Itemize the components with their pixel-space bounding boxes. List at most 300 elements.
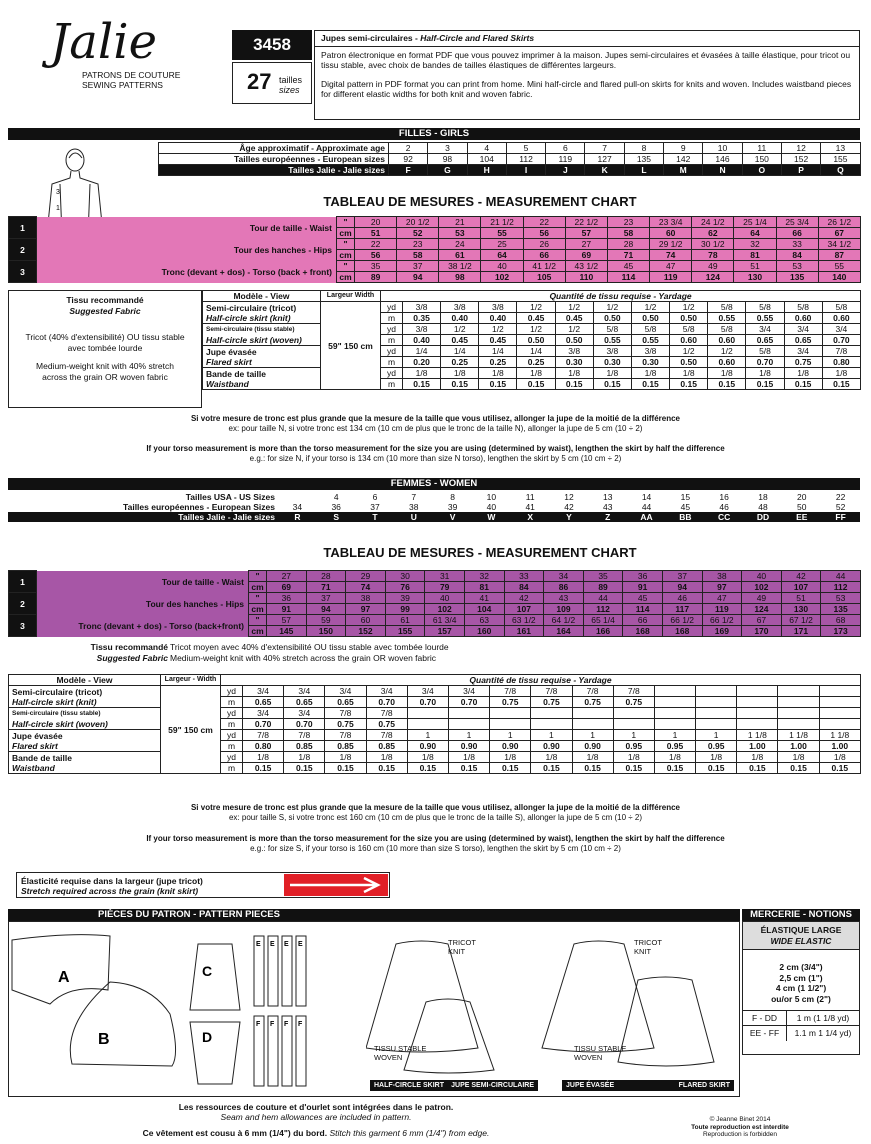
- cell: 0.75: [572, 697, 613, 708]
- girls-bar: FILLES - GIRLS: [8, 128, 860, 140]
- cell: 69: [267, 582, 307, 593]
- cell: Y: [566, 512, 572, 522]
- cell: 3/4: [407, 686, 448, 697]
- women-note-en1: If your torso measurement is more than the torso measurement for the size you are using (determined by waist), lengthen the skirt by half the difference: [146, 834, 725, 843]
- cell: 0.60: [708, 357, 746, 368]
- cell: 0.50: [631, 313, 669, 324]
- svg-text:E: E: [298, 941, 303, 948]
- footer-l1: Les ressources de couture et d'ourlet sont intégrées dans le patron.: [178, 1102, 454, 1112]
- cell: R: [294, 512, 301, 522]
- cell: 61 3/4: [425, 615, 465, 626]
- cap3: JUPE ÉVASÉE: [566, 1082, 615, 1089]
- cell: 28: [607, 239, 649, 250]
- unit: m: [381, 357, 403, 368]
- cell: 1/8: [778, 752, 819, 763]
- cell: 6: [372, 492, 378, 502]
- cell: 1/2: [555, 324, 593, 335]
- cell: 104: [464, 604, 504, 615]
- cell: 3/4: [243, 708, 284, 719]
- size-label: Tailles Jalie - Jalie sizes: [178, 512, 275, 522]
- cell: 23: [607, 217, 649, 228]
- cell: 38: [409, 502, 419, 512]
- view-en: Waistband: [12, 762, 55, 773]
- cell: 0.50: [593, 313, 631, 324]
- cell: 44: [821, 571, 861, 582]
- pattern-number: 3458: [232, 30, 312, 60]
- cell: 27: [267, 571, 307, 582]
- cell: 0.75: [366, 719, 407, 730]
- cell: [531, 708, 572, 719]
- copy2: Toute reproduction est interdite: [691, 1123, 789, 1131]
- cell: 0.65: [243, 697, 284, 708]
- cell: 0.70: [448, 697, 489, 708]
- cell: 46: [662, 593, 702, 604]
- logo-line1: PATRONS DE COUTURE: [82, 70, 181, 80]
- cell: 42: [781, 571, 821, 582]
- size-label: Tailles USA - US Sizes: [185, 492, 275, 502]
- cell: 3/8: [593, 346, 631, 357]
- cell: 3/8: [479, 302, 517, 313]
- title-fr: Jupes semi-circulaires -: [321, 33, 421, 43]
- cell: 127: [585, 154, 624, 165]
- cell: 56: [355, 250, 397, 261]
- cell: 5/8: [708, 302, 746, 313]
- cell: [696, 708, 737, 719]
- cell: 39: [385, 593, 425, 604]
- row-number: 3: [9, 261, 37, 283]
- sizes-count: 27: [247, 69, 272, 94]
- cell: L: [624, 165, 663, 176]
- cell: 0.75: [613, 697, 654, 708]
- cell: 53: [776, 261, 818, 272]
- cell: 0.15: [778, 763, 819, 774]
- cell: 6: [546, 143, 585, 154]
- view-en: Flared skirt: [12, 740, 58, 751]
- cell: 34: [544, 571, 584, 582]
- cell: 86: [544, 582, 584, 593]
- cell: 89: [583, 582, 623, 593]
- view-fr: Bande de taille: [12, 752, 72, 763]
- view-label: [203, 324, 321, 346]
- fabric-title-fr: Tissu recommandé: [66, 295, 144, 305]
- w-fabric-title-en: Suggested Fabric: [96, 653, 168, 663]
- row-number: 2: [9, 593, 37, 615]
- cell: 67: [818, 228, 860, 239]
- women-size-table: [8, 492, 860, 522]
- cell: 1/8: [448, 752, 489, 763]
- cell: 45: [623, 593, 663, 604]
- women-yardage-table: [8, 674, 861, 774]
- cell: 114: [623, 604, 663, 615]
- cell: 0.80: [243, 741, 284, 752]
- women-note-en2: e.g.: for size S, if your torso is 160 cm (10 more than size S torso), lengthen the skirt by 5 cm (10 cm ÷ 2): [250, 844, 621, 853]
- cell: 26 1/2: [818, 217, 860, 228]
- cell: 0.15: [441, 379, 479, 390]
- cell: 0.95: [696, 741, 737, 752]
- cell: 7/8: [284, 730, 325, 741]
- cell: 0.25: [517, 357, 555, 368]
- cell: 59: [306, 615, 346, 626]
- cell: 112: [506, 154, 545, 165]
- notions-box: [742, 921, 860, 1055]
- fabric-title-en: Suggested Fabric: [69, 305, 141, 316]
- view-en: Waistband: [206, 378, 249, 389]
- cell: 40: [425, 593, 465, 604]
- cell: 71: [306, 582, 346, 593]
- cell: 3/4: [366, 686, 407, 697]
- cell: 34: [292, 502, 303, 512]
- notions-title-fr: ÉLASTIQUE LARGE: [760, 925, 842, 935]
- cell: 1/8: [531, 752, 572, 763]
- cell: 24 1/2: [692, 217, 734, 228]
- girls-note-fr2: ex: pour taille N, si votre tronc est 134 cm (10 cm de plus que le tronc de la taille N), allonger la jupe de 5 cm (10 ÷ 2): [228, 424, 643, 433]
- cell: 155: [385, 626, 425, 637]
- pattern-pieces-drawing: [10, 924, 340, 1094]
- cell: 112: [821, 582, 861, 593]
- cell: [819, 708, 860, 719]
- cell: 87: [818, 250, 860, 261]
- view-en: Half-circle skirt (woven): [206, 334, 302, 345]
- cell: 117: [662, 604, 702, 615]
- cell: 40: [481, 261, 523, 272]
- cell: 0.30: [593, 357, 631, 368]
- cell: 94: [306, 604, 346, 615]
- cell: 7/8: [822, 346, 860, 357]
- cell: 58: [397, 250, 439, 261]
- w-fabric-fr: Tricot moyen avec 40% d'extensibilité OU tissu stable avec tombée lourde: [170, 642, 449, 652]
- cell: [278, 492, 317, 502]
- cell: 18: [758, 492, 768, 502]
- cell: 109: [544, 604, 584, 615]
- cell: 1/2: [708, 346, 746, 357]
- cell: 1 1/8: [819, 730, 860, 741]
- cell: DD: [756, 512, 770, 522]
- cell: 32: [464, 571, 504, 582]
- unit: m: [221, 741, 243, 752]
- cell: [490, 708, 531, 719]
- cell: 1/2: [441, 324, 479, 335]
- cell: 42: [564, 502, 574, 512]
- unit: cm: [249, 582, 267, 593]
- cell: [572, 719, 613, 730]
- cell: 7/8: [366, 730, 407, 741]
- cell: 58: [607, 228, 649, 239]
- cell: 1/8: [284, 752, 325, 763]
- cell: 81: [464, 582, 504, 593]
- cell: 91: [623, 582, 663, 593]
- cell: [654, 686, 695, 697]
- cell: 157: [425, 626, 465, 637]
- cell: 42: [504, 593, 544, 604]
- cell: 166: [583, 626, 623, 637]
- cell: 0.35: [403, 313, 441, 324]
- unit: yd: [221, 730, 243, 741]
- cell: 45: [680, 502, 691, 512]
- cell: 0.30: [555, 357, 593, 368]
- cell: 31: [425, 571, 465, 582]
- cell: 57: [565, 228, 607, 239]
- unit: yd: [381, 324, 403, 335]
- cell: 76: [385, 582, 425, 593]
- cell: [531, 719, 572, 730]
- svg-text:E: E: [270, 941, 275, 948]
- n-r2a: EE - FF: [743, 1026, 787, 1041]
- cell: 0.15: [407, 763, 448, 774]
- cell: 152: [346, 626, 386, 637]
- cell: 0.15: [708, 379, 746, 390]
- cell: 43: [603, 502, 613, 512]
- cell: 1/8: [784, 368, 822, 379]
- view-label: [9, 686, 161, 708]
- cell: 1/8: [441, 368, 479, 379]
- cell: 0.75: [490, 697, 531, 708]
- cell: 0.45: [555, 313, 593, 324]
- cell: 79: [425, 582, 465, 593]
- cell: S: [333, 512, 340, 522]
- cell: 0.20: [403, 357, 441, 368]
- unit: yd: [221, 686, 243, 697]
- cell: 119: [546, 154, 585, 165]
- svg-text:F: F: [256, 1021, 261, 1028]
- cell: 66: [523, 250, 565, 261]
- cell: 7/8: [325, 708, 366, 719]
- row-number: 2: [9, 239, 37, 261]
- cell: 98: [439, 272, 481, 283]
- cell: 0.15: [448, 763, 489, 774]
- cell: 0.85: [325, 741, 366, 752]
- cell: 1 1/8: [778, 730, 819, 741]
- cell: Q: [821, 165, 860, 176]
- cell: 5/8: [746, 302, 784, 313]
- cell: EE: [796, 512, 808, 522]
- cell: [654, 697, 695, 708]
- unit: ": [337, 239, 355, 250]
- size-label: Tailles européennes - European Sizes: [123, 502, 275, 512]
- view-fr: Semi-circulaire (tricot): [12, 686, 103, 697]
- cell: 13: [603, 492, 613, 502]
- cell: [696, 719, 737, 730]
- cell: 51: [355, 228, 397, 239]
- w-fabric-en: Medium-weight knit with 40% stretch across the grain OR woven fabric: [170, 653, 436, 663]
- cell: 20: [355, 217, 397, 228]
- cell: [737, 708, 778, 719]
- cell: 0.15: [654, 763, 695, 774]
- cell: 12: [781, 143, 820, 154]
- cell: 0.25: [479, 357, 517, 368]
- unit: m: [221, 719, 243, 730]
- cell: 0.45: [441, 335, 479, 346]
- cell: 0.40: [441, 313, 479, 324]
- cell: 4: [333, 492, 339, 502]
- cell: 1/8: [407, 752, 448, 763]
- cell: 1: [696, 730, 737, 741]
- cell: 0.15: [366, 763, 407, 774]
- cell: 0.15: [784, 379, 822, 390]
- cell: 44: [641, 502, 652, 512]
- cell: 1/4: [403, 346, 441, 357]
- cell: 3/8: [403, 324, 441, 335]
- cell: G: [428, 165, 467, 176]
- cell: 0.75: [325, 719, 366, 730]
- cell: J: [546, 165, 585, 176]
- cell: 61: [385, 615, 425, 626]
- logo-line2: SEWING PATTERNS: [82, 80, 163, 90]
- cell: 61: [439, 250, 481, 261]
- cell: [613, 708, 654, 719]
- cell: 53: [439, 228, 481, 239]
- cell: 41 1/2: [523, 261, 565, 272]
- cell: [490, 719, 531, 730]
- cell: 0.15: [746, 379, 784, 390]
- cell: 0.15: [517, 379, 555, 390]
- cell: 5/8: [822, 302, 860, 313]
- cell: 1.00: [819, 741, 860, 752]
- cell: 0.70: [822, 335, 860, 346]
- footer-l2: Seam and hem allowances are included in pattern.: [220, 1112, 412, 1122]
- cell: Z: [605, 512, 611, 522]
- cell: I: [506, 165, 545, 176]
- caption-halfcircle: [370, 1080, 538, 1091]
- footer-l3a: Ce vêtement est cousu à 6 mm (1/4") du bord.: [142, 1128, 328, 1138]
- view-en: Half-circle skirt (knit): [206, 312, 291, 323]
- cell: 5/8: [670, 324, 708, 335]
- cell: 97: [346, 604, 386, 615]
- cell: 21: [439, 217, 481, 228]
- unit: m: [221, 763, 243, 774]
- cell: V: [449, 512, 456, 522]
- copy1: © Jeanne Binet 2014: [709, 1116, 771, 1123]
- cell: 69: [565, 250, 607, 261]
- cell: 1/8: [243, 752, 284, 763]
- cell: 47: [702, 593, 742, 604]
- cell: 91: [267, 604, 307, 615]
- cell: 20: [797, 492, 807, 502]
- cell: 37: [662, 571, 702, 582]
- cell: 22 1/2: [565, 217, 607, 228]
- cell: [572, 708, 613, 719]
- sizes-fr: tailles: [279, 75, 303, 85]
- cap2: JUPE SEMI-CIRCULAIRE: [451, 1082, 534, 1089]
- cell: 74: [650, 250, 692, 261]
- cell: 8: [450, 492, 455, 502]
- cell: 0.15: [696, 763, 737, 774]
- cell: 3/4: [243, 686, 284, 697]
- cell: 94: [662, 582, 702, 593]
- cell: 62: [692, 228, 734, 239]
- cell: 12: [564, 492, 574, 502]
- cell: 71: [607, 250, 649, 261]
- cell: 0.50: [555, 335, 593, 346]
- cell: 0.65: [746, 335, 784, 346]
- cell: 124: [692, 272, 734, 283]
- unit: yd: [381, 302, 403, 313]
- girls-measurement-table: [8, 216, 861, 283]
- cell: [696, 697, 737, 708]
- cell: 3/4: [284, 686, 325, 697]
- cell: 63 1/2: [504, 615, 544, 626]
- cell: 0.40: [479, 313, 517, 324]
- cell: 1/8: [479, 368, 517, 379]
- cell: 0.15: [819, 763, 860, 774]
- cell: 1: [407, 730, 448, 741]
- girls-yardage-table: [202, 290, 861, 390]
- cell: 40: [742, 571, 782, 582]
- svg-text:D: D: [202, 1029, 213, 1045]
- cell: 119: [650, 272, 692, 283]
- svg-text:A: A: [58, 969, 70, 986]
- cell: 63: [464, 615, 504, 626]
- cell: 30: [385, 571, 425, 582]
- cell: 55: [818, 261, 860, 272]
- svg-text:B: B: [98, 1031, 110, 1048]
- cell: 37: [397, 261, 439, 272]
- cell: 2: [389, 143, 428, 154]
- cell: 1/8: [490, 752, 531, 763]
- cell: 0.90: [490, 741, 531, 752]
- view-label: [9, 752, 161, 774]
- cell: 1 1/8: [737, 730, 778, 741]
- unit: yd: [221, 708, 243, 719]
- view-label: [203, 346, 321, 368]
- cell: K: [585, 165, 624, 176]
- cell: 0.15: [555, 379, 593, 390]
- cell: 56: [523, 228, 565, 239]
- w-fabric-title-fr: Tissu recommandé: [90, 642, 168, 652]
- desc-en: Digital pattern in PDF format you can print from home. Mini half-circle and flared pull-on skirts for knits and woven. Includes waistband pieces for different elastic widths for both knit and woven fabric.: [321, 78, 852, 99]
- cell: 107: [781, 582, 821, 593]
- unit: cm: [249, 626, 267, 637]
- cell: 45: [607, 261, 649, 272]
- cell: 0.50: [517, 335, 555, 346]
- cell: P: [781, 165, 820, 176]
- cell: 104: [467, 154, 506, 165]
- cell: [737, 697, 778, 708]
- cell: 1/8: [366, 752, 407, 763]
- width-value: 59" 150 cm: [161, 686, 221, 774]
- cell: 1/4: [441, 346, 479, 357]
- cell: 52: [835, 502, 846, 512]
- cell: O: [742, 165, 781, 176]
- cell: 146: [703, 154, 742, 165]
- cell: 102: [425, 604, 465, 615]
- cell: 66 1/2: [662, 615, 702, 626]
- cell: 64: [481, 250, 523, 261]
- cell: 150: [306, 626, 346, 637]
- cell: 38: [346, 593, 386, 604]
- cell: 145: [267, 626, 307, 637]
- view-fr: Jupe évasée: [206, 346, 257, 357]
- cell: 7/8: [243, 730, 284, 741]
- cell: 102: [742, 582, 782, 593]
- cell: 67 1/2: [781, 615, 821, 626]
- cap1: HALF-CIRCLE SKIRT: [374, 1082, 444, 1089]
- cell: 5/8: [746, 346, 784, 357]
- cell: 28: [306, 571, 346, 582]
- view-fr: Jupe évasée: [12, 730, 63, 741]
- cell: 0.15: [737, 763, 778, 774]
- cell: 5: [506, 143, 545, 154]
- desc-fr: Patron électronique en format PDF que vous pouvez imprimer à la maison. Jupes semi-circulaires et évasées à taille élastique, pour tricot ou tissu stable, avec choix de bandes de tailles élastiques de différentes largeurs.: [321, 49, 851, 70]
- cell: 33: [504, 571, 544, 582]
- girls-note-en1: If your torso measurement is more than the torso measurement for the size you are using (determined by waist), lengthen the skirt by half the difference: [146, 444, 725, 453]
- cell: 1: [654, 730, 695, 741]
- knit-label-2: TRICOT KNIT: [634, 938, 662, 956]
- model-header: Modèle - View: [203, 291, 321, 302]
- girls-note-fr1: Si votre mesure de tronc est plus grande que la mesure de la taille que vous utilisez, allonger la jupe de la moitié de la différence: [190, 414, 681, 423]
- width-header: Largeur Width: [321, 291, 381, 302]
- cell: 1/8: [737, 752, 778, 763]
- cell: 130: [734, 272, 776, 283]
